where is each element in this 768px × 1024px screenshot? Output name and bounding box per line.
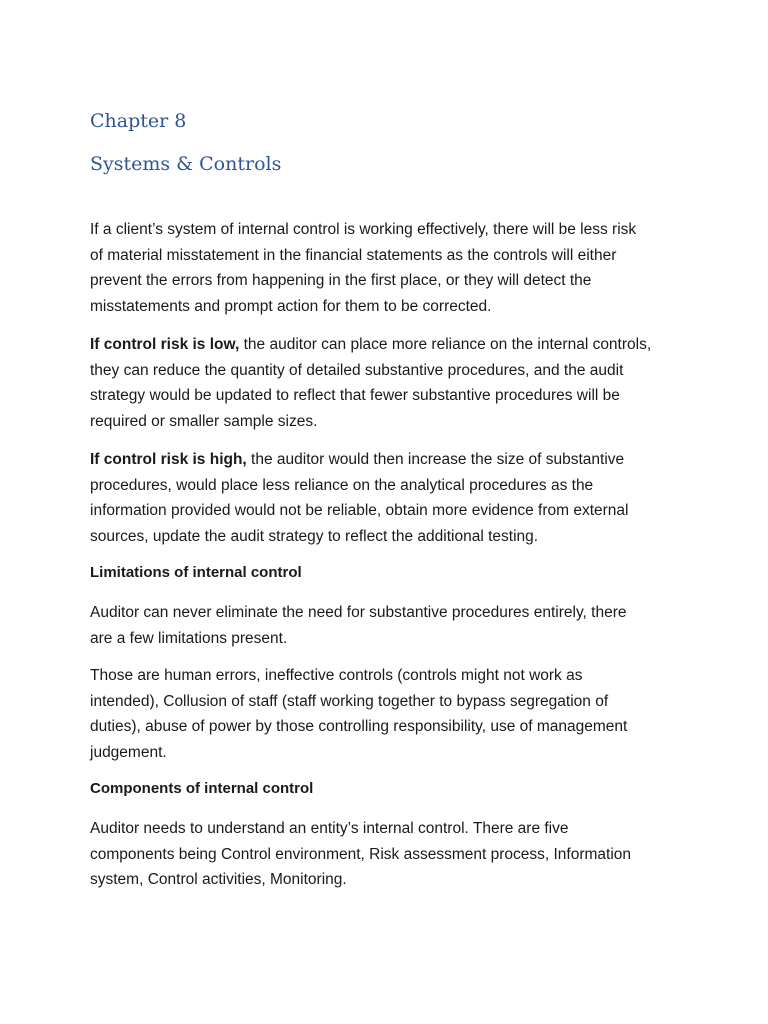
- paragraph-limitations-list: [90, 663, 690, 765]
- paragraph-line: intended), Collusion of staff (staff working together to bypass segregation of: [90, 692, 609, 710]
- paragraph-line: the auditor would then increase the size of substantive: [246, 451, 625, 468]
- paragraph-line: system, Control activities, Monitoring.: [90, 871, 347, 888]
- paragraph-line: procedures, would place less reliance on the analytical procedures as the: [90, 476, 594, 494]
- paragraph-line: sources, update the audit strategy to reflect the additional testing.: [90, 527, 539, 545]
- paragraph-line: prevent the errors from happening in the first place, or they will detect the: [90, 272, 592, 289]
- paragraph-components: [90, 816, 690, 893]
- paragraph-line: components being Control environment, Risk assessment process, Information: [90, 845, 632, 863]
- paragraph-control-risk-high: [90, 447, 690, 549]
- subheading-limitations: Limitations of internal control: [90, 564, 302, 581]
- paragraph-line: Those are human errors, ineffective controls (controls might not work as: [90, 667, 583, 684]
- bold-lead-control-risk-low: If control risk is low,: [90, 336, 240, 353]
- chapter-title: Chapter 8: [90, 110, 187, 132]
- paragraph-line: strategy would be updated to reflect that fewer substantive procedures will be: [90, 387, 620, 404]
- subheading-components: Components of internal control: [90, 780, 314, 797]
- paragraph-line: are a few limitations present.: [90, 629, 288, 647]
- paragraph-line: If a client’s system of internal control is working effectively, there will be less risk: [90, 221, 637, 238]
- paragraph-line: duties), abuse of power by those controlling responsibility, use of management: [90, 718, 628, 735]
- paragraph-control-risk-low: [90, 332, 690, 434]
- paragraph-line: of material misstatement in the financial statements as the controls will either: [90, 246, 617, 264]
- paragraph-line: misstatements and prompt action for them to be corrected.: [90, 297, 492, 315]
- paragraph-line: Auditor can never eliminate the need for substantive procedures entirely, there: [90, 604, 627, 621]
- paragraph-line: Auditor needs to understand an entity’s internal control. There are five: [90, 820, 569, 837]
- paragraph-line: judgement.: [90, 743, 167, 761]
- paragraph-limitations-intro: [90, 600, 690, 651]
- paragraph-line: the auditor can place more reliance on the internal controls,: [239, 336, 652, 353]
- paragraph-line: information provided would not be reliable, obtain more evidence from external: [90, 502, 629, 519]
- paragraph-line: required or smaller sample sizes.: [90, 412, 318, 430]
- paragraph-line: they can reduce the quantity of detailed substantive procedures, and the audit: [90, 361, 624, 379]
- paragraph-internal-control-effective: [90, 217, 690, 319]
- section-title: Systems & Controls: [90, 153, 282, 175]
- bold-lead-control-risk-high: If control risk is high,: [90, 451, 247, 468]
